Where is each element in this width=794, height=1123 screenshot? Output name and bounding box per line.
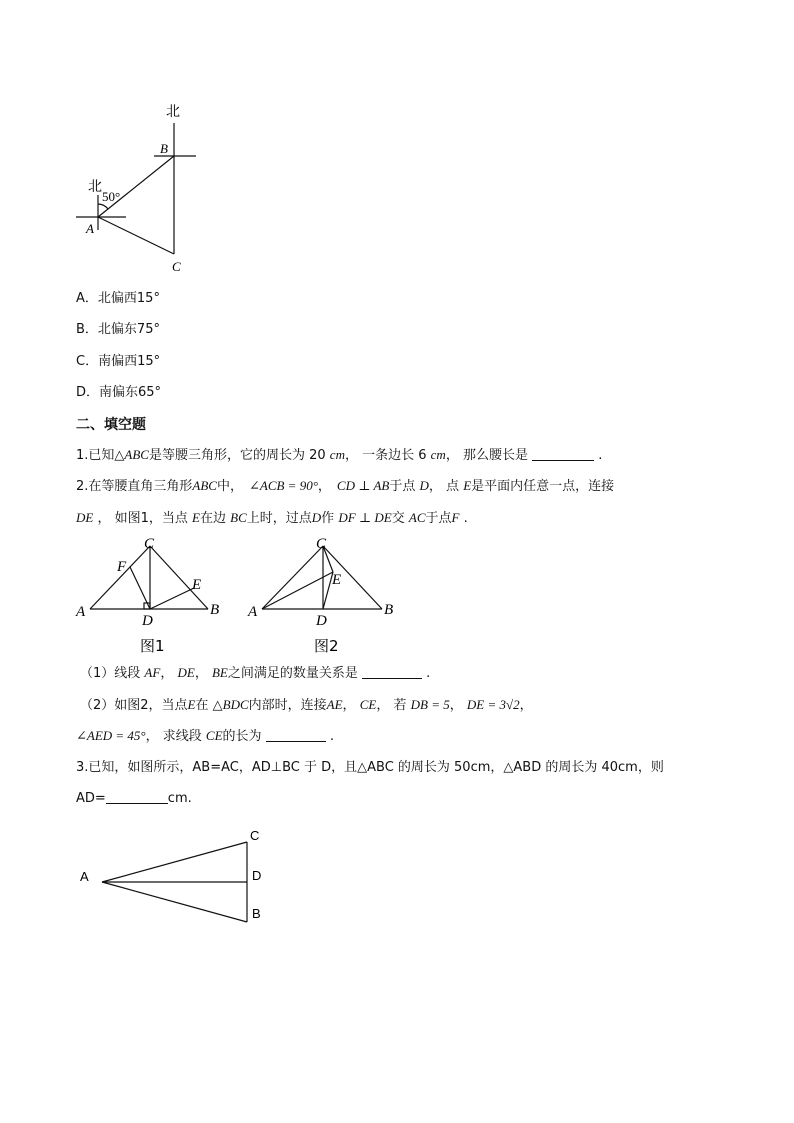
- figure-1: [72, 534, 232, 658]
- fig1-label-c: C: [144, 536, 155, 552]
- option-a-text: 北偏西15°: [97, 291, 160, 306]
- q3-ab: [102, 882, 247, 922]
- option-d-letter: D．: [76, 385, 100, 400]
- q3-label-d: D: [252, 868, 262, 883]
- q3-text: cm.: [167, 791, 192, 806]
- q2-math: E: [463, 478, 472, 493]
- q2-text: 上时，过点: [246, 511, 312, 526]
- figure-2-svg: [244, 534, 404, 658]
- fig1-caption: 图1: [140, 637, 165, 655]
- q1-text-2: 是等腰三角形，它的周长为 20: [148, 448, 326, 463]
- q2-text: .: [463, 511, 468, 526]
- bearing-figure: [70, 98, 210, 276]
- segment-ac: [98, 217, 174, 254]
- q2p-math: CE: [205, 728, 223, 743]
- q2-math: ∠ACB = 90°: [248, 478, 318, 493]
- q1-unit-2: cm: [430, 447, 446, 462]
- q2p-math: ∠AED = 45°: [76, 728, 146, 743]
- q2p-math: BE: [211, 665, 228, 680]
- question-3-line-2: [76, 790, 192, 808]
- option-c-text: 南偏西15°: [98, 354, 161, 369]
- q1-end: .: [598, 448, 603, 463]
- option-a-letter: A．: [76, 291, 98, 306]
- q1-abc: ABC: [124, 447, 149, 462]
- point-b-label: B: [160, 141, 168, 156]
- q2-text: 是平面内任意一点，连接: [471, 479, 615, 494]
- q1-text-4: ， 那么腰长是: [445, 448, 528, 463]
- fig2-caption: 图2: [314, 637, 339, 655]
- q2-text: 于点: [389, 479, 416, 494]
- q2-math: AC: [408, 510, 426, 525]
- q1-answer-blank[interactable]: [532, 448, 594, 461]
- q2p-text: ，: [194, 666, 208, 681]
- q2-text: 中，: [216, 479, 243, 494]
- q2-text: ，: [317, 479, 331, 494]
- q2p-math: AE: [326, 697, 343, 712]
- fig2-label-e: E: [332, 572, 342, 588]
- q2p-math: DE = 3√2: [466, 697, 520, 712]
- q2-math: E: [192, 510, 200, 525]
- q2-text: 在边: [199, 511, 226, 526]
- q3-text: AD=: [76, 791, 106, 806]
- figure-q3-svg: [72, 826, 272, 926]
- q2p-text: 内部时，连接: [248, 698, 327, 713]
- q3-ac: [102, 842, 247, 882]
- fig2-ae: [262, 572, 333, 609]
- q2p-text: ， 求线段: [145, 729, 202, 744]
- q2p-text: ，: [449, 698, 463, 713]
- fig1-ac: [90, 546, 150, 609]
- q2-math: DE: [76, 510, 94, 525]
- question-2-line-2: [76, 509, 468, 528]
- q2p-math: BDC: [222, 697, 249, 712]
- option-b[interactable]: [76, 321, 160, 339]
- point-a-label: A: [86, 221, 94, 236]
- q2p-math: CE: [359, 697, 377, 712]
- q2-math: D: [311, 510, 322, 525]
- option-d-text: 南偏东65°: [99, 385, 162, 400]
- option-c[interactable]: [76, 353, 160, 371]
- q2-math: D: [419, 478, 429, 493]
- fig1-label-f: F: [117, 559, 127, 575]
- angle-arc: [98, 204, 108, 209]
- q2-math: ABC: [192, 478, 217, 493]
- q2-text: ， 点: [428, 479, 460, 494]
- q2p-math: DB = 5: [410, 697, 450, 712]
- q2p-text: ，: [160, 666, 174, 681]
- fig2-label-b: B: [384, 602, 394, 618]
- q2-text: 交: [391, 511, 405, 526]
- q2p-text: （2）如图2，当点: [80, 698, 188, 713]
- q2-part1-answer-blank[interactable]: [362, 666, 422, 679]
- q2-text: ， 如图1，当点: [97, 511, 188, 526]
- q2-math: CD ⊥ AB: [336, 478, 390, 493]
- north-label-top: 北: [166, 104, 180, 120]
- q2p-math: DE: [177, 665, 195, 680]
- option-b-letter: B．: [76, 322, 98, 337]
- q2-text: 2.在等腰直角三角形: [76, 479, 193, 494]
- q2p-text: 在 △: [195, 698, 223, 713]
- q1-text-3: ， 一条边长 6: [344, 448, 427, 463]
- option-d[interactable]: [76, 384, 161, 402]
- q2p-math: AF: [144, 665, 161, 680]
- segment-ab: [98, 156, 174, 217]
- q2p-text: .: [329, 729, 334, 744]
- q2p-text: 的长为: [222, 729, 262, 744]
- bearing-figure-svg: [70, 98, 210, 276]
- fig1-label-d: D: [142, 613, 153, 629]
- fig2-label-a: A: [248, 604, 258, 620]
- fig1-de: [150, 588, 194, 609]
- question-3-line-1: 3.已知，如图所示，AB=AC，AD⊥BC 于 D，且△ABC 的周长为 50cm，△ABD 的周长为 40cm，则: [76, 760, 664, 775]
- option-a[interactable]: [76, 290, 160, 308]
- q2p-text: .: [426, 666, 431, 681]
- q2-math: DF ⊥ DE: [338, 510, 392, 525]
- question-2-part-2: [80, 696, 533, 715]
- north-label-left: 北: [88, 179, 102, 195]
- point-c-label: C: [172, 259, 181, 274]
- fig2-label-c: C: [316, 536, 327, 552]
- fig1-label-a: A: [76, 604, 86, 620]
- q2-part2-answer-blank[interactable]: [266, 729, 326, 742]
- question-2-part-1: [80, 664, 430, 683]
- option-b-text: 北偏东75°: [97, 322, 160, 337]
- q2p-text: 之间满足的数量关系是: [227, 666, 358, 681]
- q1-unit-1: cm: [329, 447, 345, 462]
- q2p-text: （1）线段: [80, 666, 141, 681]
- angle-label: 50°: [102, 189, 121, 204]
- fig2-ac: [262, 546, 323, 609]
- q2p-text: ， 若: [376, 698, 407, 713]
- q3-answer-blank[interactable]: [106, 791, 168, 804]
- question-1: [76, 446, 602, 465]
- figure-1-svg: [72, 534, 232, 658]
- q2p-text: ，: [342, 698, 356, 713]
- question-2-part-2-cont: [76, 727, 334, 746]
- fig1-label-b: B: [210, 602, 220, 618]
- option-c-letter: C．: [76, 354, 99, 369]
- fig1-label-e: E: [192, 577, 202, 593]
- q2p-math: E: [187, 697, 196, 712]
- q1-text-1: 1.已知△: [76, 448, 125, 463]
- figure-q3: [72, 826, 272, 926]
- q2p-text: ，: [519, 698, 533, 713]
- fig2-label-d: D: [316, 613, 327, 629]
- section-title: 二、填空题: [76, 417, 146, 433]
- q3-label-b: B: [252, 906, 261, 921]
- question-2-line-1: [76, 477, 614, 496]
- q2-text: 于点: [425, 511, 452, 526]
- q2-math: BC: [230, 510, 247, 525]
- q2-text: 作: [321, 511, 335, 526]
- q3-label-a: A: [80, 869, 89, 884]
- q2-math: F: [451, 510, 460, 525]
- figure-2: [244, 534, 404, 658]
- q3-label-c: C: [250, 828, 260, 843]
